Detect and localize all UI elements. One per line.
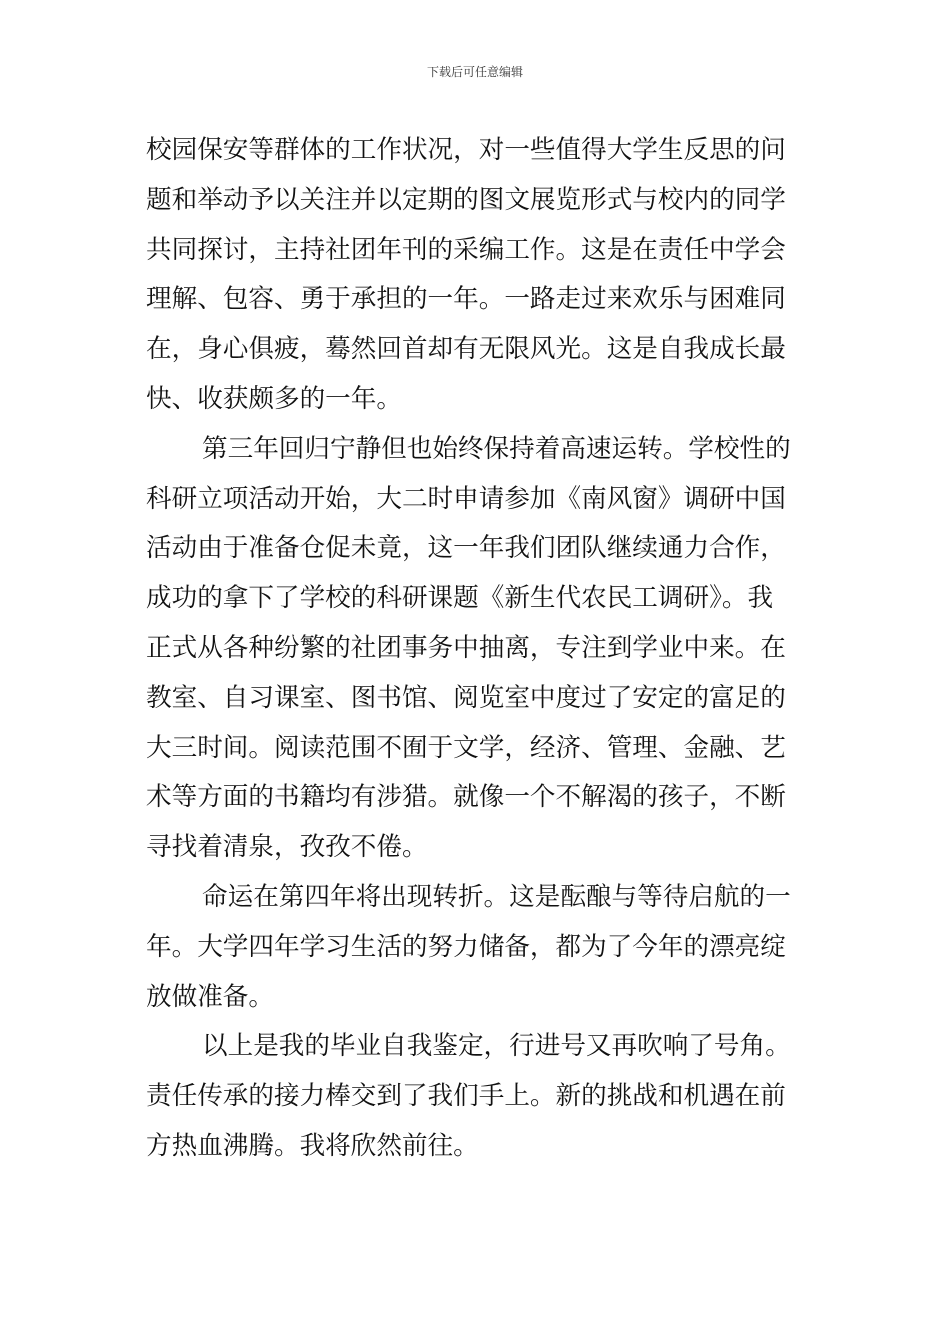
text-line: 活动由于准备仓促未竟，这一年我们团队继续通力合作， [146,533,786,564]
text-line: 以上是我的毕业自我鉴定，行进号又再吹响了号角。 [202,1031,791,1062]
text-line: 正式从各种纷繁的社团事务中抽离，专注到学业中来。在 [146,632,786,663]
paragraph-3 [146,873,810,1022]
text-line: 放做准备。 [146,981,274,1012]
text-line: 题和举动予以关注并以定期的图文展览形式与校内的同学 [146,184,786,215]
text-line: 校园保安等群体的工作状况，对一些值得大学生反思的问 [146,135,786,165]
text-line: 教室、自习课室、图书馆、阅览室中度过了安定的富足的 [146,682,786,713]
text-line: 术等方面的书籍均有涉猎。就像一个不解渴的孩子，不断 [146,782,786,813]
text-line: 大三时间。阅读范围不囿于文学，经济、管理、金融、艺 [146,732,786,763]
page-header: 下载后可任意编辑 [426,65,523,79]
text-line: 科研立项活动开始，大二时申请参加《南风窗》调研中国 [146,483,786,514]
text-line: 成功的拿下了学校的科研课题《新生代农民工调研》。我 [146,583,774,614]
text-line: 在，身心俱疲，蓦然回首却有无限风光。这是自我成长最 [146,334,786,365]
text-line: 命运在第四年将出现转折。这是酝酿与等待启航的一 [202,881,791,912]
text-line: 寻找着清泉，孜孜不倦。 [146,832,428,863]
text-line: 理解、包容、勇于承担的一年。一路走过来欢乐与困难同 [146,284,786,315]
text-line: 第三年回归宁静但也始终保持着高速运转。学校性的 [202,433,791,464]
paragraph-1 [146,126,810,425]
body-text [146,126,810,1172]
text-line: 责任传承的接力棒交到了我们手上。新的挑战和机遇在前 [146,1081,786,1112]
text-line: 共同探讨，主持社团年刊的采编工作。这是在责任中学会 [146,234,786,265]
paragraph-2 [146,425,810,873]
text-line: 快、收获颇多的一年。 [146,383,402,414]
paragraph-4 [146,1022,810,1171]
text-line: 年。大学四年学习生活的努力储备，都为了今年的漂亮绽 [146,931,786,962]
text-line: 方热血沸腾。我将欣然前往。 [146,1130,479,1161]
